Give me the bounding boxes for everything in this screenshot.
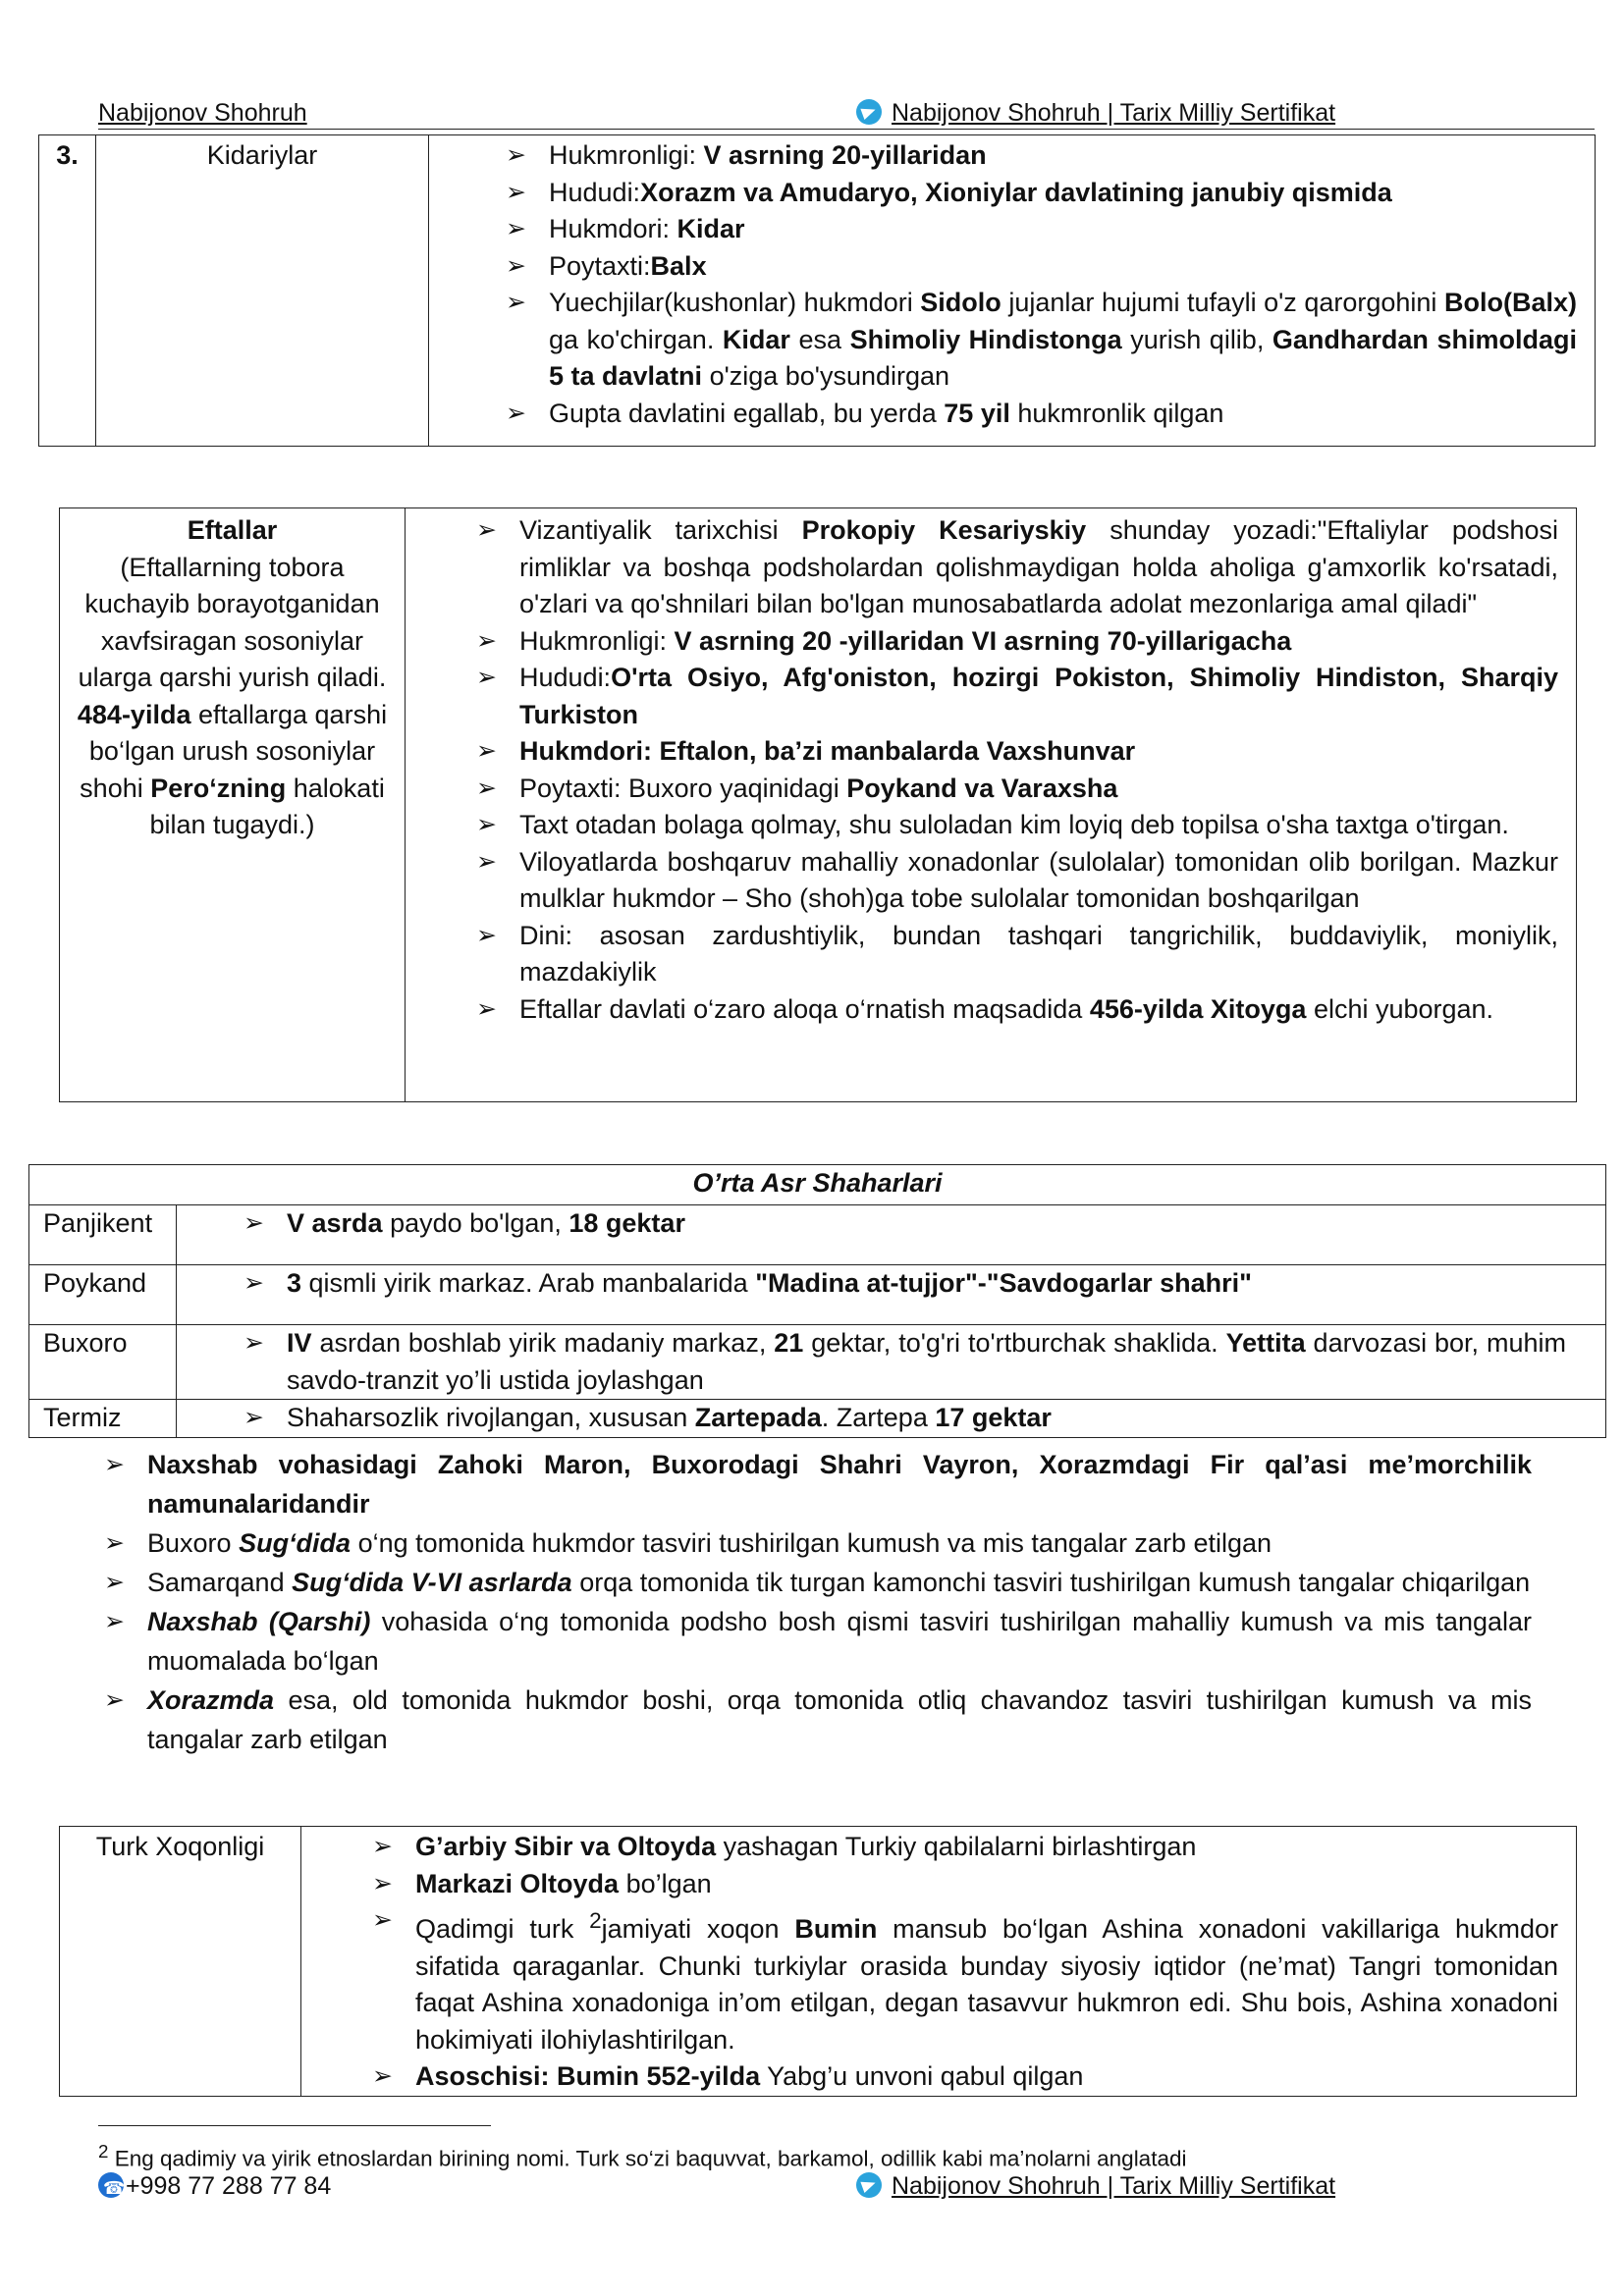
kidariylar-facts [429, 135, 1596, 447]
list-item: ➢ Hukmdori: Kidar [498, 211, 1577, 248]
kidariylar-table [38, 134, 1596, 447]
coin-notes [96, 1445, 1532, 1759]
state-name: Kidariylar [96, 135, 429, 447]
turk-name: Turk Xoqonligi [60, 1827, 301, 2097]
table-row [29, 1400, 1606, 1438]
list-item: ➢ IV asrdan boshlab yirik madaniy markaz, 21 gektar, to'g'ri to'rtburchak shaklida. Yettita darvozasi bor, muhim savdo-tranzit yo’li ustida joylashgan [236, 1325, 1566, 1399]
list-item: ➢ Naxshab vohasidagi Zahoki Maron, Buxorodagi Shahri Vayron, Xorazmdagi Fir qal’asi me’morchilik namunalaridandir [96, 1445, 1532, 1523]
list-item: ➢ Gupta davlatini egallab, bu yerda 75 yil hukmronlik qilgan [498, 396, 1577, 433]
city-description [177, 1205, 1606, 1265]
list-item: ➢ Naxshab (Qarshi) vohasida o‘ng tomonida podsho bosh qismi tasviri tushirilgan mahalliy kumush va mis tangalar muomalada bo‘lgan [96, 1602, 1532, 1681]
city-description [177, 1265, 1606, 1325]
coin-notes-list [96, 1445, 1532, 1759]
telegram-icon [856, 2172, 882, 2198]
city-description [177, 1325, 1606, 1400]
footer-phone: ☎+998 77 288 77 84 [98, 2171, 331, 2201]
turk-list [364, 1829, 1558, 2096]
list-item: ➢ Viloyatlarda boshqaruv mahalliy xonadonlar (sulolalar) tomonidan olib borilgan. Mazkur mulklar hukmdor – Sho (shoh)ga tobe sulolalar tomonidan boshqarilgan [468, 844, 1558, 918]
footnote-mark: 2 [98, 2141, 109, 2162]
table-row [29, 1265, 1606, 1325]
cities-rows [29, 1205, 1606, 1438]
list-item: ➢ Hukmronligi: V asrning 20 -yillaridan VI asrning 70-yillarigacha [468, 623, 1558, 661]
footnote-text: Eng qadimiy va yirik etnoslardan birining nomi. Turk so‘zi baquvvat, barkamol, odillik kabi ma’nolarni anglatadi [108, 2146, 1187, 2171]
list-item: ➢ Yuechjilar(kushonlar) hukmdori Sidolo jujanlar hujumi tufayli o'z qarorgohini Bolo(Balx) ga ko'chirgan. Kidar esa Shimoliy Hindistonga yurish qilib, Gandhardan shimoldagi 5 ta davlatni o'ziga bo'ysundirgan [498, 285, 1577, 396]
footnote [98, 2137, 1186, 2174]
footnote-separator [98, 2125, 491, 2126]
list-item: ➢ Markazi Oltoyda bo’lgan [364, 1866, 1558, 1903]
list-item: ➢ G’arbiy Sibir va Oltoyda yashagan Turkiy qabilalarni birlashtirgan [364, 1829, 1558, 1866]
eftallar-summary [60, 508, 406, 1102]
header-rule [98, 129, 1595, 130]
list-item: ➢ Poytaxti:Balx [498, 248, 1577, 286]
header-channel-link[interactable]: Nabijonov Shohruh | Tarix Milliy Sertifikat [856, 98, 1335, 128]
city-description [177, 1400, 1606, 1438]
footer-channel-link[interactable]: Nabijonov Shohruh | Tarix Milliy Sertifikat [856, 2171, 1335, 2201]
city-name: Buxoro [29, 1325, 177, 1400]
table-row [29, 1205, 1606, 1265]
list-item: ➢ Hukmronligi: V asrning 20-yillaridan [498, 137, 1577, 175]
list-item: ➢ Xorazmda esa, old tomonida hukmdor boshi, orqa tomonida otliq chavandoz tasviri tushirilgan kumush va mis tangalar zarb etilgan [96, 1681, 1532, 1759]
eftallar-summary-text: Eftallar (Eftallarning tobora kuchayib borayotganidan xavfsiragan sosoniylar ularga qarshi yurish qiladi. 484-yilda eftallarga qarshi bo‘lgan urush sosoniylar shohi Pero‘zning halokati bilan tugaydi.) [77, 515, 388, 839]
list-item: ➢ Qadimgi turk $^2$jamiyati xoqon Bumin mansub bo‘lgan Ashina xonadoni vakillariga hukmdor sifatida qaraganlar. Chunki turkiylar orasida bunday siyosiy iqtidor (ne’mat) Tangri tomonidan faqat Ashina xonadoniga in’om etilgan, degan tasavvur hukmron edi. Shu bois, Ashina xonadoni hokimiyati ilohiylashtirilgan. [364, 1902, 1558, 2058]
list-item: ➢ V asrda paydo bo'lgan, 18 gektar [236, 1205, 1566, 1243]
list-item: ➢ Samarqand Sug‘dida V-VI asrlarda orqa tomonida tik turgan kamonchi tasviri tushirilgan kumush tangalar chiqarilgan [96, 1563, 1532, 1602]
list-item: ➢ 3 qismli yirik markaz. Arab manbalarida "Madina at-tujjor"-"Savdogarlar shahri" [236, 1265, 1566, 1303]
city-name: Poykand [29, 1265, 177, 1325]
kidariylar-list [498, 137, 1577, 432]
cities-table [28, 1164, 1606, 1438]
table-row [29, 1325, 1606, 1400]
cities-title: O’rta Asr Shaharlari [29, 1165, 1606, 1205]
list-item: ➢ Hududi:O'rta Osiyo, Afg'oniston, hozirgi Pokiston, Shimoliy Hindiston, Sharqiy Turkiston [468, 660, 1558, 733]
list-item: ➢ Vizantiyalik tarixchisi Prokopiy Kesariyskiy shunday yozadi:"Eftaliylar podshosi rimliklar va boshqa podsholardan qolishmaydigan holda aholiga g'amxorlik ko'rsatadi, o'zlari va qo'shnilari bilan bo'lgan munosabatlarda adolat mezonlariga amal qiladi" [468, 512, 1558, 623]
list-item: ➢ Shaharsozlik rivojlangan, xususan Zartepada. Zartepa 17 gektar [236, 1400, 1566, 1437]
list-item: ➢ Poytaxti: Buxoro yaqinidagi Poykand va Varaxsha [468, 771, 1558, 808]
row-number: 3. [39, 135, 96, 447]
city-name: Termiz [29, 1400, 177, 1438]
list-item: ➢ Taxt otadan bolaga qolmay, shu suloladan kim loyiq deb topilsa o'sha taxtga o'tirgan. [468, 807, 1558, 844]
eftallar-facts [406, 508, 1577, 1102]
turk-table [59, 1826, 1577, 2097]
list-item: ➢ Asoschisi: Bumin 552-yilda Yabg’u unvoni qabul qilgan [364, 2058, 1558, 2096]
list-item: ➢ Hududi:Xorazm va Amudaryo, Xioniylar davlatining janubiy qismida [498, 175, 1577, 212]
list-item: ➢ Dini: asosan zardushtiylik, bundan tashqari tangrichilik, buddaviylik, moniylik, mazdakiylik [468, 918, 1558, 991]
eftallar-list [468, 512, 1558, 1028]
list-item: ➢ Eftallar davlati o‘zaro aloqa o‘rnatish maqsadida 456-yilda Xitoyga elchi yuborgan. [468, 991, 1558, 1029]
list-item: ➢ Hukmdori: Eftalon, ba’zi manbalarda Vaxshunvar [468, 733, 1558, 771]
city-name: Panjikent [29, 1205, 177, 1265]
turk-facts [301, 1827, 1577, 2097]
header-author: Nabijonov Shohruh [98, 99, 307, 127]
phone-icon [98, 2172, 124, 2198]
list-item: ➢ Buxoro Sug‘dida o‘ng tomonida hukmdor tasviri tushirilgan kumush va mis tangalar zarb etilgan [96, 1523, 1532, 1563]
eftallar-table [59, 507, 1577, 1102]
telegram-icon [856, 99, 882, 125]
